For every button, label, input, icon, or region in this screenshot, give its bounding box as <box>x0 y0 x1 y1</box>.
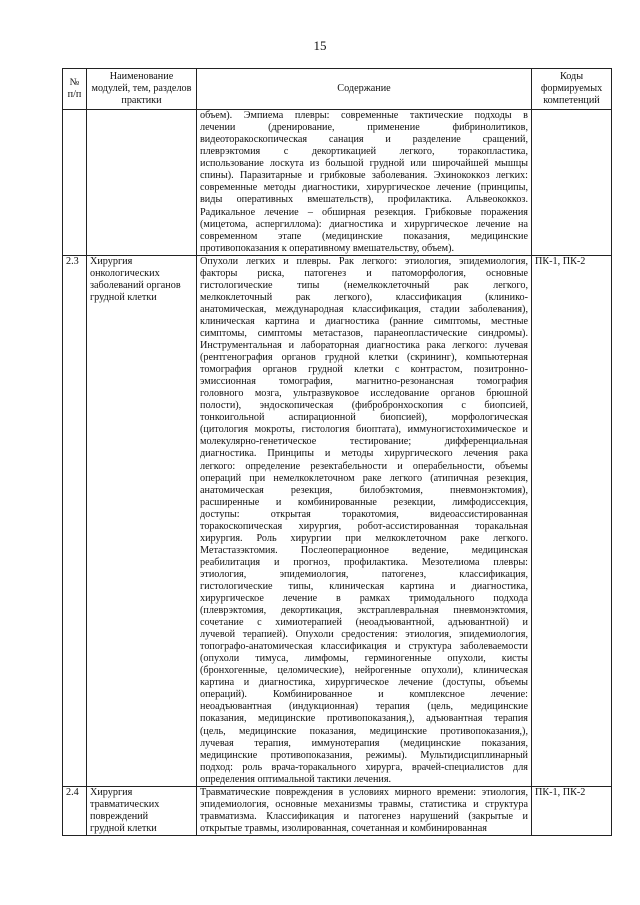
content-line: травматизма. Классификация и патогенез нарушений (закрытые и <box>200 810 528 822</box>
page-number: 15 <box>313 38 327 53</box>
content-line: неоадъювантная (индукционная) терапия (цель, медицинские <box>200 701 528 713</box>
content-line: картина и диагностика, хирургическое лечение (доступы, объемы <box>200 677 528 689</box>
content-line: факторы риска, патогенез и патоморфология, основные <box>200 267 528 279</box>
header-num: № п/п <box>63 69 87 110</box>
table-body <box>63 110 612 836</box>
competency-codes <box>532 110 612 256</box>
content-line: плеврэктомия с декортикацией легкого, торакопластика, <box>200 146 528 158</box>
content-line: противопоказания к оперативному вмешательству, объем). <box>200 242 455 254</box>
content-line: лечении (дренирование, применение фибринолитиков, <box>200 122 528 134</box>
content-line: томография органов грудной клетки с контрастом, позитронно- <box>200 364 528 376</box>
row-number: 2.4 <box>63 786 87 835</box>
content-line: головного мозга, ультразвуковое исследование органов брюшной <box>200 388 528 400</box>
content-cell <box>197 255 532 786</box>
header-content: Содержание <box>197 69 532 110</box>
content-line: (плеврэктомия, декортикация, экстраплевральная пневмонэктомия, <box>200 605 528 617</box>
table-row <box>63 255 612 786</box>
content-line: Опухоли легких и плевры. Рак легкого: этиология, эпидемиология, <box>200 255 528 267</box>
content-line: анатомическая резекция, билобэктомия, пневмонэктомия), <box>200 484 528 496</box>
table-row <box>63 786 612 835</box>
content-line: открытые травмы, изолированная, сочетанная и комбинированная <box>200 822 487 834</box>
content-line: виды оперативных вмешательств), профилактика. Альвеококкоз. <box>200 194 528 206</box>
module-title-line: заболеваний органов <box>90 279 181 291</box>
module-title-line: онкологических <box>90 267 160 279</box>
content-line: современные методы диагностики, хирургическое лечение (принципы, <box>200 182 528 194</box>
content-line: (бронхогенные, целомические), нейрогенные опухоли), клиническая <box>200 665 528 677</box>
content-line: спины). Паразитарные и грибковые заболевания. Эхинококкоз легких: <box>200 170 528 182</box>
content-line: хирургия. Роль хирургии при мелкоклеточном раке легкого. <box>200 532 528 544</box>
competency-codes: ПК-1, ПК-2 <box>532 786 612 835</box>
module-title-line: повреждений <box>90 810 149 822</box>
module-title <box>87 786 197 835</box>
content-line: показания, медицинские противопоказания,), адъювантная терапия <box>200 713 528 725</box>
content-line: клиническая картина и диагностика (ранние симптомы, местные <box>200 315 528 327</box>
table-row <box>63 110 612 256</box>
content-line: полости), эндоскопическая (фибробронхоскопия с биопсией, <box>200 400 528 412</box>
content-line: легкого: определение резектабельности и операбельности, объемы <box>200 460 528 472</box>
module-title-line: Хирургия <box>90 786 133 798</box>
content-line: Инструментальная и лабораторная диагностика рака легкого: лучевая <box>200 340 528 352</box>
content-line: расширенные и комбинированные резекции, лимфодиссекция, <box>200 496 528 508</box>
content-line: эпидемиология, основные механизмы травмы, статистика и структура <box>200 798 528 810</box>
content-line: гистологические типы, клиническая картина и диагностика, <box>200 580 528 592</box>
content-line: сочетание с химиотерапией (неоадъювантной, адъювантной) и <box>200 617 528 629</box>
module-title-line: Хирургия <box>90 255 133 267</box>
content-line: определения оптимальной тактики лечения. <box>200 773 392 785</box>
table-header-row <box>63 69 612 110</box>
content-line: диагностика. Принципы и методы хирургического лечения рака <box>200 448 528 460</box>
row-number: 2.3 <box>63 255 87 786</box>
content-line: анатомическая, международная классификация, стадии заболевания), <box>200 303 528 315</box>
content-line: (опухоли тимуса, лимфомы, герминогенные опухоли, кисты <box>200 653 528 665</box>
content-line: лучевой терапией). Опухоли средостения: этиология, эпидемиология, <box>200 629 528 641</box>
content-line: медицинские противопоказания, режимы). Мультидисциплинарный <box>200 749 528 761</box>
content-line: (цитология мокроты, гистология биоптата), иммуногистохимическое и <box>200 424 528 436</box>
content-line: тонкоигольной аспирационной биопсией), морфологическая <box>200 412 528 424</box>
module-title-line: травматических <box>90 798 160 810</box>
content-line: симптомы, симптомы метастазов, паранеопластические синдромы). <box>200 327 528 339</box>
curriculum-table <box>62 68 612 836</box>
content-line: видеоторакоскопическая санация и разделение сращений, <box>200 134 528 146</box>
content-line: этиология, эпидемиология, патогенез, классификация, <box>200 568 528 580</box>
module-title-line: грудной клетки <box>90 822 157 834</box>
content-line: современном этапе (медицинские показания, медицинские <box>200 230 528 242</box>
module-title <box>87 110 197 256</box>
content-line: молекулярно-генетическое тестирование; дифференциальная <box>200 436 528 448</box>
content-line: хирургическое лечение в рамках тримодального подхода <box>200 593 528 605</box>
content-line: торакоскопическая хирургия, робот-ассистированная торакальная <box>200 520 528 532</box>
content-line: операций). Комбинированное и комплексное лечение: <box>200 689 528 701</box>
content-line: гистологические типы (немелкоклеточный рак легкого, <box>200 279 528 291</box>
content-line: доступы: открытая торакотомия, видеоассистированная <box>200 508 528 520</box>
content-line: объем). Эмпиема плевры: современные тактические подходы в <box>200 110 528 122</box>
header-codes: Коды формируемых компетенций <box>532 69 612 110</box>
content-line: (мицетома, аспергиллома): диагностика и хирургическое лечение на <box>200 218 528 230</box>
content-cell <box>197 110 532 256</box>
content-line: операций при немелкоклеточном раке легкого (атипичная резекция, <box>200 472 528 484</box>
content-line: эмиссионная томография, магнитно-резонансная томография <box>200 376 528 388</box>
module-title <box>87 255 197 786</box>
module-title-line: грудной клетки <box>90 291 157 303</box>
content-line: реабилитация и прогноз, профилактика. Мезотелиома плевры: <box>200 556 528 568</box>
content-line: подход: роль врача-торакального хирурга, врачей-специалистов для <box>200 761 528 773</box>
content-cell <box>197 786 532 835</box>
content-line: использование лоскута из большой грудной или широчайшей мышцы <box>200 158 528 170</box>
content-line: лучевая терапия, иммунотерапия (медицинские показания, <box>200 737 528 749</box>
content-line: топографо-анатомическая классификация и структура заболеваемости <box>200 641 528 653</box>
competency-codes: ПК-1, ПК-2 <box>532 255 612 786</box>
content-line: Травматические повреждения в условиях мирного времени: этиология, <box>200 786 528 798</box>
content-line: Радикальное лечение – обширная резекция. Грибковые поражения <box>200 206 528 218</box>
row-number <box>63 110 87 256</box>
content-line: Метастазэктомия. Послеоперационное ведение, медицинская <box>200 544 528 556</box>
content-line: мелкоклеточный рак легкого), классификация (клинико- <box>200 291 528 303</box>
header-module: Наименование модулей, тем, разделов практики <box>87 69 197 110</box>
content-line: (рентгенография органов грудной клетки (скрининг), компьютерная <box>200 352 528 364</box>
content-line: (цель, медицинские показания, медицинские противопоказания,), <box>200 725 528 737</box>
